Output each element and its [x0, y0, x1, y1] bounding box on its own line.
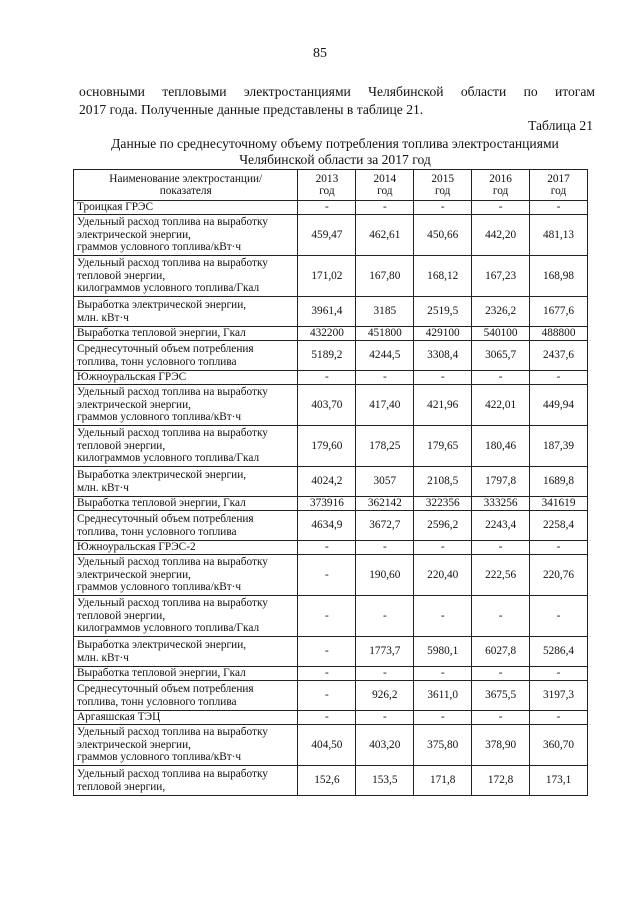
indicator-row: [74, 667, 588, 681]
indicator-row: [74, 497, 588, 511]
table-label: Таблица 21: [528, 118, 593, 133]
header-year-unit: год: [434, 185, 451, 197]
value-cell: 1773,7: [356, 637, 414, 667]
value-cell: -: [414, 596, 472, 637]
value-cell: 540100: [472, 327, 530, 341]
value-cell: 2519,5: [414, 297, 472, 327]
header-year-unit: год: [377, 185, 393, 197]
value-cell: 3675,5: [472, 681, 530, 711]
station-row: [74, 371, 588, 385]
value-cell: 2258,4: [530, 511, 588, 541]
value-cell: 4024,2: [298, 467, 356, 497]
row-name-line: Удельный расход топлива на выработку: [77, 216, 268, 229]
value-cell: 173,1: [530, 766, 588, 796]
value-cell: -: [356, 541, 414, 555]
row-name-cell: [74, 725, 298, 766]
intro-paragraph: [79, 83, 595, 119]
row-name-cell: [74, 596, 298, 637]
value-cell: 378,90: [472, 725, 530, 766]
row-name-line: млн. кВт·ч: [77, 651, 129, 664]
row-name-line: граммов условного топлива/кВт·ч: [77, 411, 242, 424]
value-cell: 926,2: [356, 681, 414, 711]
header-year-cell: [298, 170, 356, 201]
value-cell: 6027,8: [472, 637, 530, 667]
row-name-line: Удельный расход топлива на выработку: [77, 556, 268, 569]
header-year: 2014: [373, 172, 397, 185]
row-name-cell: [74, 327, 298, 341]
row-name-line: электрической энергии,: [77, 568, 191, 581]
header-year-cell: [414, 170, 472, 201]
value-cell: -: [298, 667, 356, 681]
row-name-cell: [74, 497, 298, 511]
value-cell: 5980,1: [414, 637, 472, 667]
value-cell: 488800: [530, 327, 588, 341]
value-cell: -: [298, 201, 356, 215]
value-cell: 2108,5: [414, 467, 472, 497]
row-name-line: Удельный расход топлива на выработку: [77, 726, 268, 739]
value-cell: 3611,0: [414, 681, 472, 711]
value-cell: -: [414, 541, 472, 555]
value-cell: 403,20: [356, 725, 414, 766]
value-cell: -: [530, 541, 588, 555]
value-cell: 432200: [298, 327, 356, 341]
indicator-row: [74, 511, 588, 541]
indicator-row: [74, 596, 588, 637]
value-cell: 450,66: [414, 215, 472, 256]
value-cell: -: [530, 667, 588, 681]
row-name-line: граммов условного топлива/кВт·ч: [77, 581, 242, 594]
station-row: [74, 711, 588, 725]
value-cell: 341619: [530, 497, 588, 511]
value-cell: 222,56: [472, 555, 530, 596]
row-name-cell: [74, 371, 298, 385]
row-name-line: килограммов условного топлива/Гкал: [77, 452, 260, 465]
row-name-cell: [74, 541, 298, 555]
header-year: 2017: [547, 172, 570, 185]
value-cell: 179,65: [414, 426, 472, 467]
value-cell: -: [530, 201, 588, 215]
value-cell: 451800: [356, 327, 414, 341]
row-name-line: топлива, тонн условного топлива: [77, 525, 237, 538]
row-name-cell: [74, 215, 298, 256]
value-cell: -: [298, 555, 356, 596]
row-name-cell: [74, 201, 298, 215]
header-year-unit: год: [492, 185, 509, 197]
table-body: [74, 170, 588, 796]
table-title-line-1: Данные по среднесуточному объему потребления топлива электростанциями: [111, 136, 559, 151]
value-cell: -: [356, 711, 414, 725]
value-cell: -: [298, 596, 356, 637]
row-name-cell: [74, 511, 298, 541]
value-cell: 220,40: [414, 555, 472, 596]
indicator-row: [74, 725, 588, 766]
row-name-cell: [74, 341, 298, 371]
value-cell: 3065,7: [472, 341, 530, 371]
value-cell: 168,12: [414, 256, 472, 297]
row-name-line: Выработка электрической энергии,: [77, 299, 247, 311]
value-cell: 153,5: [356, 766, 414, 796]
value-cell: 322356: [414, 497, 472, 511]
row-name-cell: [74, 426, 298, 467]
header-year-cell: [356, 170, 414, 201]
row-name-cell: [74, 555, 298, 596]
value-cell: 1677,6: [530, 297, 588, 327]
value-cell: -: [298, 681, 356, 711]
indicator-row: [74, 555, 588, 596]
intro-line-2: 2017 года. Полученные данные представлены в таблице 21.: [79, 102, 424, 117]
value-cell: 2326,2: [472, 297, 530, 327]
value-cell: 449,94: [530, 385, 588, 426]
row-name-cell: [74, 681, 298, 711]
value-cell: -: [472, 667, 530, 681]
value-cell: 422,01: [472, 385, 530, 426]
indicator-row: [74, 681, 588, 711]
value-cell: 152,6: [298, 766, 356, 796]
table-title: [70, 136, 600, 168]
row-name-line: тепловой энергии,: [77, 780, 166, 793]
indicator-row: [74, 467, 588, 497]
value-cell: 220,76: [530, 555, 588, 596]
value-cell: 442,20: [472, 215, 530, 256]
value-cell: 459,47: [298, 215, 356, 256]
value-cell: 3185: [356, 297, 414, 327]
indicator-row: [74, 297, 588, 327]
value-cell: -: [298, 371, 356, 385]
indicator-row: [74, 327, 588, 341]
row-name-line: Удельный расход топлива на выработку: [77, 768, 268, 780]
indicator-row: [74, 637, 588, 667]
value-cell: 4634,9: [298, 511, 356, 541]
value-cell: 5286,4: [530, 637, 588, 667]
value-cell: -: [356, 371, 414, 385]
row-name-line: Удельный расход топлива на выработку: [77, 386, 268, 399]
row-name-line: Аргаяшская ТЭЦ: [77, 711, 161, 724]
row-name-line: Южноуральская ГРЭС: [77, 371, 187, 384]
value-cell: 1797,8: [472, 467, 530, 497]
value-cell: -: [356, 201, 414, 215]
value-cell: 2437,6: [530, 341, 588, 371]
header-year: 2016: [489, 172, 512, 185]
value-cell: 373916: [298, 497, 356, 511]
header-year-cell: [530, 170, 588, 201]
row-name-line: Среднесуточный объем потребления: [77, 683, 254, 695]
row-name-line: Выработка электрической энергии,: [77, 469, 247, 481]
value-cell: 375,80: [414, 725, 472, 766]
row-name-line: тепловой энергии,: [77, 609, 166, 622]
row-name-line: килограммов условного топлива/Гкал: [77, 622, 260, 635]
value-cell: 2596,2: [414, 511, 472, 541]
row-name-line: Выработка электрической энергии,: [77, 639, 247, 651]
value-cell: 2243,4: [472, 511, 530, 541]
value-cell: 362142: [356, 497, 414, 511]
table-header-row: [74, 170, 588, 201]
row-name-cell: [74, 467, 298, 497]
value-cell: 360,70: [530, 725, 588, 766]
row-name-line: Среднесуточный объем потребления: [77, 513, 254, 525]
value-cell: 404,50: [298, 725, 356, 766]
value-cell: 1689,8: [530, 467, 588, 497]
row-name-cell: [74, 256, 298, 297]
row-name-line: Троицкая ГРЭС: [77, 201, 154, 214]
value-cell: 171,02: [298, 256, 356, 297]
value-cell: 481,13: [530, 215, 588, 256]
row-name-cell: [74, 637, 298, 667]
indicator-row: [74, 426, 588, 467]
value-cell: 3197,3: [530, 681, 588, 711]
row-name-line: электрической энергии,: [77, 398, 191, 411]
value-cell: 417,40: [356, 385, 414, 426]
value-cell: 333256: [472, 497, 530, 511]
row-name-line: граммов условного топлива/кВт·ч: [77, 751, 242, 764]
value-cell: 190,60: [356, 555, 414, 596]
row-name-line: топлива, тонн условного топлива: [77, 355, 237, 368]
header-name-cell: [74, 170, 298, 201]
value-cell: -: [414, 667, 472, 681]
value-cell: 3672,7: [356, 511, 414, 541]
value-cell: -: [530, 596, 588, 637]
value-cell: -: [414, 371, 472, 385]
row-name-line: млн. кВт·ч: [77, 311, 129, 324]
header-name-line-1: Наименование электростанции/: [109, 172, 263, 185]
value-cell: -: [298, 711, 356, 725]
station-row: [74, 201, 588, 215]
value-cell: 167,23: [472, 256, 530, 297]
row-name-line: Удельный расход топлива на выработку: [77, 427, 268, 440]
value-cell: -: [414, 201, 472, 215]
value-cell: 403,70: [298, 385, 356, 426]
value-cell: 172,8: [472, 766, 530, 796]
row-name-line: электрической энергии,: [77, 228, 191, 241]
value-cell: 429100: [414, 327, 472, 341]
header-year-cell: [472, 170, 530, 201]
row-name-cell: [74, 385, 298, 426]
fuel-consumption-table: [73, 169, 588, 796]
value-cell: -: [472, 711, 530, 725]
row-name-cell: [74, 297, 298, 327]
value-cell: 168,98: [530, 256, 588, 297]
value-cell: -: [530, 371, 588, 385]
table-title-line-2: Челябинской области за 2017 год: [239, 152, 431, 167]
indicator-row: [74, 256, 588, 297]
value-cell: -: [298, 541, 356, 555]
value-cell: -: [472, 371, 530, 385]
value-cell: -: [298, 637, 356, 667]
intro-line-1: основными тепловыми электростанциями Челябинской области по итогам: [79, 84, 595, 99]
row-name-line: килограммов условного топлива/Гкал: [77, 282, 260, 295]
value-cell: -: [472, 596, 530, 637]
value-cell: -: [356, 596, 414, 637]
row-name-line: млн. кВт·ч: [77, 481, 129, 494]
row-name-line: тепловой энергии,: [77, 269, 166, 282]
header-year: 2013: [315, 172, 339, 185]
row-name-line: Удельный расход топлива на выработку: [77, 597, 268, 610]
row-name-line: Южноуральская ГРЭС-2: [77, 541, 196, 554]
row-name-line: Выработка тепловой энергии, Гкал: [77, 497, 246, 510]
value-cell: -: [530, 711, 588, 725]
header-year-unit: год: [319, 185, 335, 197]
row-name-line: тепловой энергии,: [77, 439, 166, 452]
value-cell: 421,96: [414, 385, 472, 426]
page-number: 85: [313, 46, 327, 61]
value-cell: 3057: [356, 467, 414, 497]
row-name-line: граммов условного топлива/кВт·ч: [77, 241, 242, 254]
indicator-row: [74, 341, 588, 371]
value-cell: -: [472, 541, 530, 555]
value-cell: 3961,4: [298, 297, 356, 327]
row-name-line: топлива, тонн условного топлива: [77, 695, 237, 708]
header-name-line-2: показателя: [159, 185, 212, 197]
value-cell: -: [414, 711, 472, 725]
indicator-row: [74, 766, 588, 796]
row-name-line: электрической энергии,: [77, 738, 191, 751]
indicator-row: [74, 215, 588, 256]
header-year: 2015: [431, 172, 454, 185]
row-name-cell: [74, 667, 298, 681]
station-row: [74, 541, 588, 555]
value-cell: 5189,2: [298, 341, 356, 371]
row-name-line: Среднесуточный объем потребления: [77, 343, 254, 355]
header-year-unit: год: [550, 185, 567, 197]
value-cell: 3308,4: [414, 341, 472, 371]
value-cell: -: [472, 201, 530, 215]
row-name-line: Удельный расход топлива на выработку: [77, 257, 268, 270]
value-cell: 4244,5: [356, 341, 414, 371]
value-cell: -: [356, 667, 414, 681]
value-cell: 180,46: [472, 426, 530, 467]
value-cell: 187,39: [530, 426, 588, 467]
value-cell: 167,80: [356, 256, 414, 297]
row-name-cell: [74, 766, 298, 796]
indicator-row: [74, 385, 588, 426]
row-name-line: Выработка тепловой энергии, Гкал: [77, 327, 246, 340]
value-cell: 178,25: [356, 426, 414, 467]
value-cell: 179,60: [298, 426, 356, 467]
row-name-cell: [74, 711, 298, 725]
value-cell: 462,61: [356, 215, 414, 256]
row-name-line: Выработка тепловой энергии, Гкал: [77, 667, 246, 680]
value-cell: 171,8: [414, 766, 472, 796]
